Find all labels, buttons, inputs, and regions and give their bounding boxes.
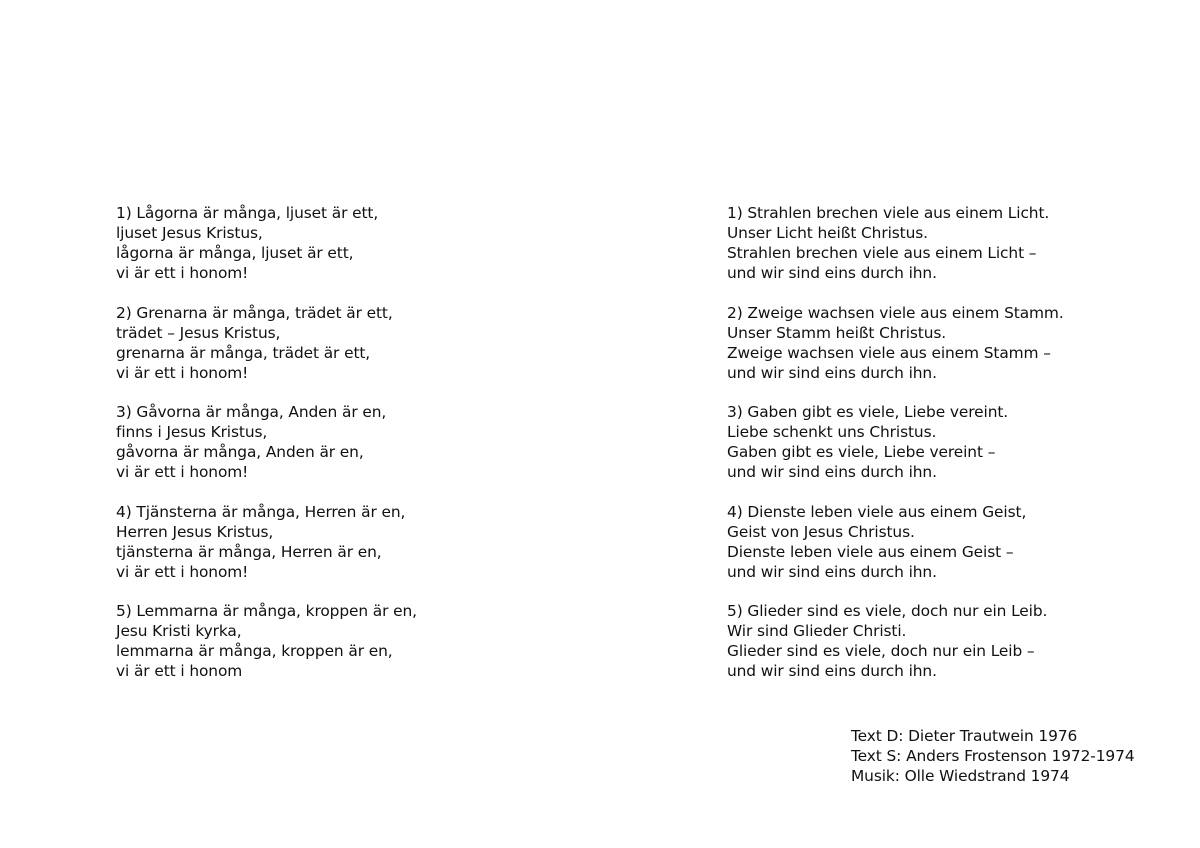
swedish-stanza-1: [116, 203, 586, 283]
lyric-line: Liebe schenkt uns Christus.: [727, 423, 937, 441]
lyric-line: gåvorna är många, Anden är en,: [116, 443, 364, 461]
lyric-line: Unser Stamm heißt Christus.: [727, 323, 947, 342]
lyric-line: Strahlen brechen viele aus einem Licht –: [727, 244, 1037, 262]
lyric-line: und wir sind eins durch ihn.: [727, 463, 937, 481]
lyric-line: vi är ett i honom: [116, 662, 243, 680]
lyric-line: Herren Jesus Kristus,: [116, 522, 274, 541]
german-lyrics-column: [727, 203, 1177, 701]
swedish-stanza-2: [116, 303, 586, 383]
lyric-line: ljuset Jesus Kristus,: [116, 224, 263, 242]
lyric-line: und wir sind eins durch ihn.: [727, 264, 937, 282]
swedish-stanza-5: [116, 601, 586, 681]
german-stanza-3: [727, 402, 1177, 482]
lyric-line: vi är ett i honom!: [116, 264, 249, 282]
credit-text-sv: Text S: Anders Frostenson 1972-1974: [851, 747, 1135, 765]
lyric-line: Gaben gibt es viele, Liebe vereint –: [727, 443, 996, 461]
lyric-line: vi är ett i honom!: [116, 463, 249, 481]
lyric-line: Zweige wachsen viele aus einem Stamm –: [727, 343, 1051, 362]
lyric-line: Geist von Jesus Christus.: [727, 522, 915, 541]
german-stanza-1: [727, 203, 1177, 283]
lyric-line: 5) Glieder sind es viele, doch nur ein Leib.: [727, 602, 1048, 620]
lyric-line: lemmarna är många, kroppen är en,: [116, 642, 393, 660]
credit-text-de: Text D: Dieter Trautwein 1976: [851, 727, 1078, 745]
lyric-line: 4) Tjänsterna är många, Herren är en,: [116, 502, 406, 521]
lyric-line: trädet – Jesus Kristus,: [116, 323, 281, 342]
lyric-line: Glieder sind es viele, doch nur ein Leib –: [727, 642, 1035, 660]
lyric-line: 4) Dienste leben viele aus einem Geist,: [727, 502, 1027, 521]
lyric-line: lågorna är många, ljuset är ett,: [116, 244, 354, 262]
lyric-line: tjänsterna är många, Herren är en,: [116, 542, 382, 561]
credits-block: [851, 726, 1135, 786]
lyric-line: und wir sind eins durch ihn.: [727, 662, 937, 680]
lyric-line: und wir sind eins durch ihn.: [727, 562, 937, 581]
lyric-line: 1) Strahlen brechen viele aus einem Licht.: [727, 204, 1050, 222]
lyric-line: finns i Jesus Kristus,: [116, 423, 268, 441]
lyric-line: vi är ett i honom!: [116, 363, 249, 382]
swedish-stanza-4: [116, 502, 586, 582]
german-stanza-2: [727, 303, 1177, 383]
lyric-line: vi är ett i honom!: [116, 562, 249, 581]
credit-music: Musik: Olle Wiedstrand 1974: [851, 767, 1070, 785]
german-stanza-4: [727, 502, 1177, 582]
lyric-line: 2) Grenarna är många, trädet är ett,: [116, 303, 393, 322]
lyric-line: 2) Zweige wachsen viele aus einem Stamm.: [727, 303, 1064, 322]
lyric-line: 3) Gaben gibt es viele, Liebe vereint.: [727, 403, 1009, 421]
lyric-line: 3) Gåvorna är många, Anden är en,: [116, 403, 387, 421]
lyric-line: Dienste leben viele aus einem Geist –: [727, 542, 1014, 561]
swedish-stanza-3: [116, 402, 586, 482]
lyric-line: 5) Lemmarna är många, kroppen är en,: [116, 602, 417, 620]
lyric-line: und wir sind eins durch ihn.: [727, 363, 937, 382]
swedish-lyrics-column: [116, 203, 586, 701]
lyric-line: Unser Licht heißt Christus.: [727, 224, 928, 242]
lyric-line: 1) Lågorna är många, ljuset är ett,: [116, 204, 379, 222]
lyric-line: Wir sind Glieder Christi.: [727, 622, 907, 640]
german-stanza-5: [727, 601, 1177, 681]
lyric-line: Jesu Kristi kyrka,: [116, 622, 242, 640]
lyric-line: grenarna är många, trädet är ett,: [116, 343, 371, 362]
